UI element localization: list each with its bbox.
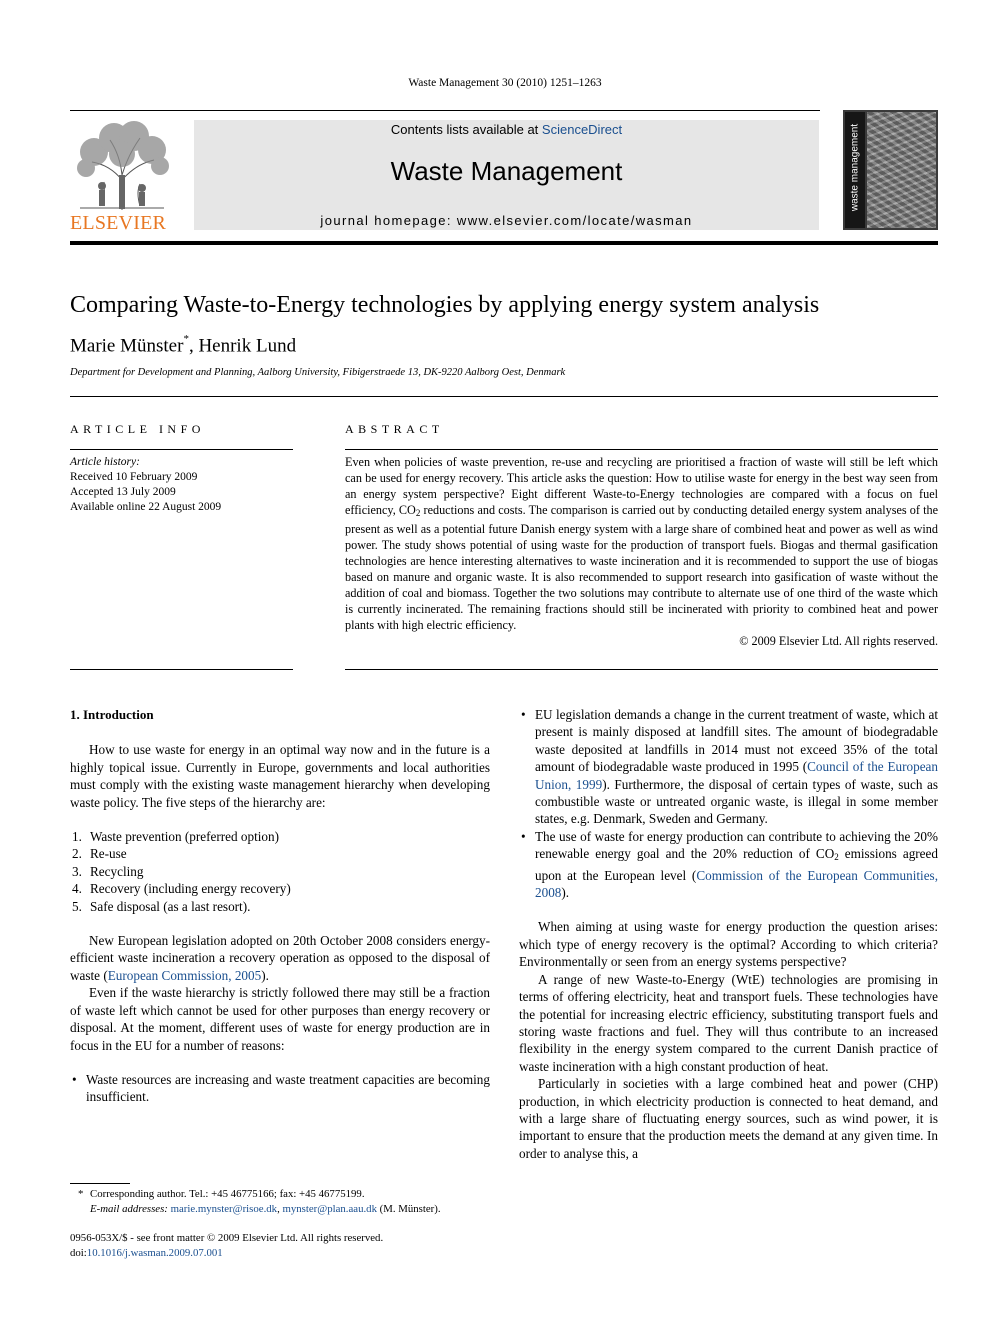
elsevier-logo	[70, 120, 174, 232]
corresponding-text: Corresponding author. Tel.: +45 46775166; fax: +45 46775199.	[90, 1188, 365, 1200]
cover-title: waste management	[849, 123, 861, 212]
citation-link[interactable]: Council of the European Union, 1999	[535, 759, 938, 792]
list-item: • Waste resources are increasing and waste treatment capacities are becoming insufficient.	[70, 1071, 490, 1106]
bullet3-text-c: ).	[561, 885, 570, 901]
email-separator: ,	[277, 1203, 283, 1215]
email-note	[70, 1202, 500, 1217]
list-number: 3.	[72, 863, 82, 879]
list-text: Safe disposal (as a last resort).	[90, 898, 251, 914]
footnote	[70, 1187, 500, 1217]
abstract-text	[345, 454, 938, 649]
footnote-rule	[70, 1183, 130, 1184]
intro-paragraph-2	[70, 932, 490, 984]
article-info-heading: ARTICLE INFO	[70, 422, 205, 436]
header-rule	[70, 110, 820, 111]
bullet3-text-b: emissions agreed upon at the European level (	[535, 846, 938, 883]
affiliation: Department for Development and Planning, Aalborg University, Fibigerstraede 13, DK-9220 Aalborg Oest, Denmark	[70, 367, 566, 378]
list-text: Re-use	[90, 846, 127, 862]
reasons-list-left	[70, 1071, 490, 1106]
journal-title: Waste Management	[390, 156, 623, 186]
issn-line: 0956-053X/$ - see front matter © 2009 Elsevier Ltd. All rights reserved.	[70, 1232, 384, 1244]
email-link-2[interactable]: mynster@plan.aau.dk	[282, 1203, 377, 1215]
journal-citation: Waste Management 30 (2010) 1251–1263	[408, 77, 602, 89]
article-title: Comparing Waste-to-Energy technologies by applying energy system analysis	[70, 292, 820, 318]
cover-spine	[845, 112, 865, 228]
bullet3-text-a: The use of waste for energy production can contribute to achieving the 20% renewable energy goal and the 20% reduction of CO	[535, 828, 938, 862]
p2-text-b: ).	[261, 967, 269, 983]
list-number: 2.	[72, 846, 82, 862]
email-label: E-mail addresses:	[90, 1203, 168, 1215]
list-item	[70, 898, 490, 915]
article-info-rule	[70, 449, 293, 450]
tree-icon	[70, 120, 174, 212]
list-text: Recovery (including energy recovery)	[90, 881, 291, 897]
online-date: Available online 22 August 2009	[70, 501, 222, 513]
doi-line	[70, 1246, 383, 1261]
sciencedirect-link[interactable]: ScienceDirect	[541, 122, 623, 137]
doi-label: doi:	[70, 1247, 87, 1259]
section-heading: 1. Introduction	[70, 707, 154, 722]
received-date: Received 10 February 2009	[70, 471, 198, 483]
abstract-copyright: © 2009 Elsevier Ltd. All rights reserved.	[739, 634, 938, 648]
abstract-heading: ABSTRACT	[345, 422, 444, 436]
title-rule	[70, 396, 938, 397]
author-separator: ,	[188, 335, 199, 357]
accepted-date: Accepted 13 July 2009	[70, 486, 176, 498]
co2-subscript: 2	[415, 508, 421, 518]
list-item	[519, 828, 938, 902]
list-number: 5.	[72, 898, 82, 914]
journal-homepage[interactable]: journal homepage: www.elsevier.com/locate/wasman	[320, 213, 693, 228]
p2-text-a: New European legislation adopted on 20th October 2008 considers energy-efficient waste incineration a recovery operation as opposed to the disposal of waste (	[70, 933, 490, 983]
list-item	[70, 828, 490, 845]
citation-link[interactable]: European Commission, 2005	[107, 967, 262, 983]
contents-line	[194, 122, 819, 137]
reasons-list-right	[519, 706, 938, 901]
list-text: Recycling	[90, 863, 144, 879]
list-item	[70, 863, 490, 880]
co2-subscript: 2	[834, 852, 839, 863]
doi-link[interactable]: 10.1016/j.wasman.2009.07.001	[86, 1247, 223, 1259]
author-2[interactable]: Henrik Lund	[198, 335, 297, 357]
abstract-part-a: Even when policies of waste prevention, re-use and recycling are prioritised a fraction of waste will still be left which can be used for energy recovery. This article asks the question: How to utilise waste for energy in the best way seen from an energy system perspective? Eight different Waste-to-Energy technologies are compared with a focus on fuel efficiency, CO	[345, 455, 938, 517]
list-number: 4.	[72, 881, 82, 897]
journal-cover	[843, 110, 938, 230]
contents-prefix: Contents lists available at	[390, 122, 539, 137]
history-label: Article history:	[70, 456, 140, 468]
front-matter	[70, 1231, 383, 1261]
bullet2-text-a: EU legislation demands a change in the current treatment of waste, which at present is mainly disposed at landfill sites. The amount of biodegradable waste deposited at landfills in 2014 must not exceed 35% of the total amount of biodegradable waste produced in 1995 (	[535, 707, 938, 775]
author-1[interactable]: Marie Münster	[70, 335, 184, 357]
footnote-mark: *	[78, 1188, 84, 1200]
intro-paragraph-5: A range of new Waste-to-Energy (WtE) technologies are promising in terms of offering electricity, heat and transport fuels. These technologies have the potential for increasing electric efficiency, substituting transport fuels and storing waste fractions and fuel. They will thus contribute to an increased flexibility in the energy system compared to the current Danish practice of waste incineration with a high constant production of heat.	[519, 971, 938, 1074]
abstract-part-b: reductions and costs. The comparison is carried out by conducting detailed energy system analyses of the present as well as a potential future Danish energy system with a large share of combined heat and power as well as wind power. The study shows potential of using waste for the production of transport fuels. Biogas and thermal gasification technologies are hence interesting alternatives to waste incineration and it is recommended to support the use of biogas based on manure and organic waste. It is also recommended to support research into gasification of waste without the addition of coal and biomass. Together the two solutions may contribute to alternate use of one third of the waste which is currently incinerated. The remaining fractions should still be incinerated with priority to combined heat and power plants with high electric efficiency.	[345, 503, 938, 632]
list-text: Waste prevention (preferred option)	[90, 829, 279, 845]
corresponding-author-note	[70, 1187, 500, 1202]
left-column	[70, 706, 490, 1106]
intro-paragraph-4: When aiming at using waste for energy production the question arises: which type of energy recovery is the optimal? According to which criteria? Environmentally or seen from an energy systems perspective?	[519, 919, 938, 970]
masthead	[194, 120, 819, 230]
article-history	[70, 455, 221, 515]
list-item	[519, 706, 938, 828]
abstract-rule	[345, 449, 938, 450]
email-link-1[interactable]: marie.mynster@risoe.dk	[170, 1203, 278, 1215]
email-suffix: (M. Münster).	[376, 1203, 441, 1215]
hierarchy-list	[70, 828, 490, 915]
intro-paragraph-6: Particularly in societies with a large combined heat and power (CHP) production, in which electricity production is connected to heat demand, and with a large share of fluctuating energy sources, such as wind power, it is important to ensure that the production meets the demand at any given time. In order to analyse this, a	[519, 1076, 938, 1161]
cover-image	[867, 112, 936, 228]
intro-paragraph-3: Even if the waste hierarchy is strictly followed there may still be a fraction of waste left which cannot be used for other purposes than energy recovery or disposal. At the moment, different uses of waste for energy production are in focus in the EU for a number of reasons:	[70, 985, 490, 1053]
abstract-bottom-rule	[345, 669, 938, 670]
list-item	[70, 845, 490, 862]
bullet2-text-b: ). Furthermore, the disposal of certain types of waste, such as combustible waste or untreated organic waste, is illegal in some member states, e.g. Denmark, Sweden and Germany.	[535, 776, 939, 827]
masthead-rule	[70, 241, 938, 245]
citation-link[interactable]: Commission of the European Communities, 2008	[535, 867, 938, 901]
authors	[70, 335, 296, 357]
corresponding-mark[interactable]: *	[183, 333, 189, 345]
list-item	[70, 880, 490, 897]
right-column	[519, 706, 938, 1162]
list-number: 1.	[72, 829, 82, 845]
article-info-bottom-rule	[70, 669, 293, 670]
publisher-name: ELSEVIER	[70, 212, 167, 234]
intro-paragraph-1: How to use waste for energy in an optimal way now and in the future is a highly topical issue. Currently in Europe, governments and local authorities must comply with the existing waste management hierarchy when developing waste policy. The five steps of the hierarchy are:	[70, 742, 490, 810]
